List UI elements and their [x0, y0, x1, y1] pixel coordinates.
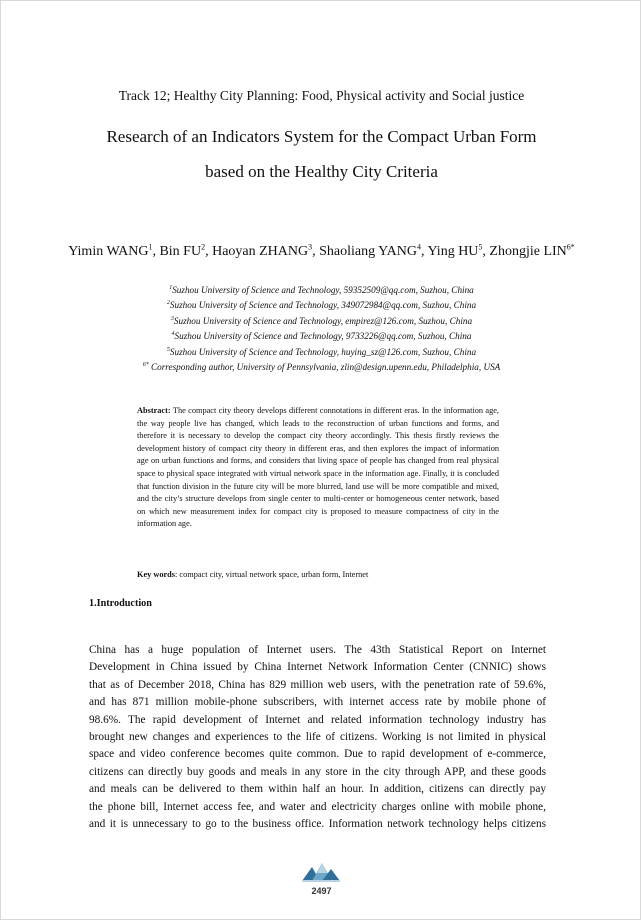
author: Haoyan ZHANG$^3$, [212, 242, 320, 259]
page-number: 2497 [311, 886, 332, 896]
body-line: and meals can be delivered to them within half an hour. In addition, citizens can directly pay [89, 783, 546, 796]
paper-title-line-1: Research of an Indicators System for the Compact Urban Form [106, 127, 537, 146]
affiliation-list [1, 282, 641, 375]
author: Shaoliang YANG$^4$, [319, 242, 428, 259]
body-line: and it is unnecessary to go to the business office. Information network technology helps citizens [89, 818, 546, 831]
body-line: that as of December 2018, China has 829 million web users, with the penetration rate of 59.6%, [89, 678, 546, 691]
body-line: brought new changes and experiences to the life of citizens. Working is not limited in physical [89, 731, 546, 744]
body-line: space and video conference becomes quite common. Due to rapid development of e-commerce, [89, 748, 546, 761]
author: Yimin WANG$^1$, [68, 242, 160, 259]
author: Zhongjie $LIN^{6*}$ [489, 242, 575, 259]
abstract-text: The compact city theory develops different connotations in different eras. In the information age, the way people live has changed, which leads to the reconstruction of urban functions and forms, and therefore it is necessary to develop the compact city theory accordingly. This thesis firstly reviews the development history of compact city theory in different eras, and then explores the impact of information age on urban functions and forms, and considers that living space of people has changed from real physical space to physical space integrated with virtual network space in the information age. Finally, it is concluded that function division in the future city will be more blurred, land use will be more compatible and mixed, and the city’s structure develops from single center to multi-center or homogeneous center network, based on which new measurement index for compact city is proposed to measure compactness of city in the information age. [137, 406, 499, 529]
keywords [137, 570, 499, 579]
affiliation: $^4$Suzhou University of Science and Technology, 9733226@qq.com, Suzhou, China [171, 331, 472, 342]
affiliation: $^1$Suzhou University of Science and Technology, 59352509@qq.com, Suzhou, China [169, 285, 474, 296]
body-line: the phone bill, Internet access fee, and water and electricity charges online with mobile phone, [89, 800, 546, 813]
body-text [89, 642, 546, 833]
body-line: and has 871 million mobile-phone subscribers, with internet access rate by mobile phone of [89, 696, 546, 709]
affiliation: $^{6*}$ Corresponding author, University of Pennsylvania, zlin@design.upenn.edu, Philadelphia, USA [142, 362, 501, 373]
abstract-label: Abstract: [137, 406, 171, 415]
author: Ying $HU^5$, [427, 242, 490, 259]
author: Bin $FU^2$, [159, 242, 213, 259]
paper-title-line-2: based on the Healthy City Criteria [205, 162, 438, 181]
mountain-logo-icon [300, 859, 342, 883]
affiliation: $^5$Suzhou University of Science and Technology, huying_sz@126.com, Suzhou, China [166, 346, 477, 357]
body-line: citizens can directly buy goods and meals in any store in the city through APP, and these goods [89, 765, 546, 778]
affiliation: $^3$Suzhou University of Science and Technology, empirez@126.com, Suzhou, China [170, 315, 473, 326]
track-heading: Track 12; Healthy City Planning: Food, Physical activity and Social justice [118, 88, 525, 103]
abstract [137, 405, 499, 531]
author-list [61, 237, 582, 262]
body-line: Development in China issued by China Internet Network Information Center (CNNIC) shows [89, 661, 546, 674]
affiliation: $^2$Suzhou University of Science and Technology, 349072984@qq.com, Suzhou, China [166, 300, 477, 311]
section-heading: 1.Introduction [89, 598, 152, 609]
keywords-text: : compact city, virtual network space, urban form, Internet [175, 570, 369, 579]
body-line: China has a huge population of Internet users. The 43th Statistical Report on Internet [89, 644, 546, 656]
keywords-label: Key words [137, 570, 176, 579]
body-line: 98.6%. The rapid development of Internet and related information technology industry has [89, 713, 546, 726]
